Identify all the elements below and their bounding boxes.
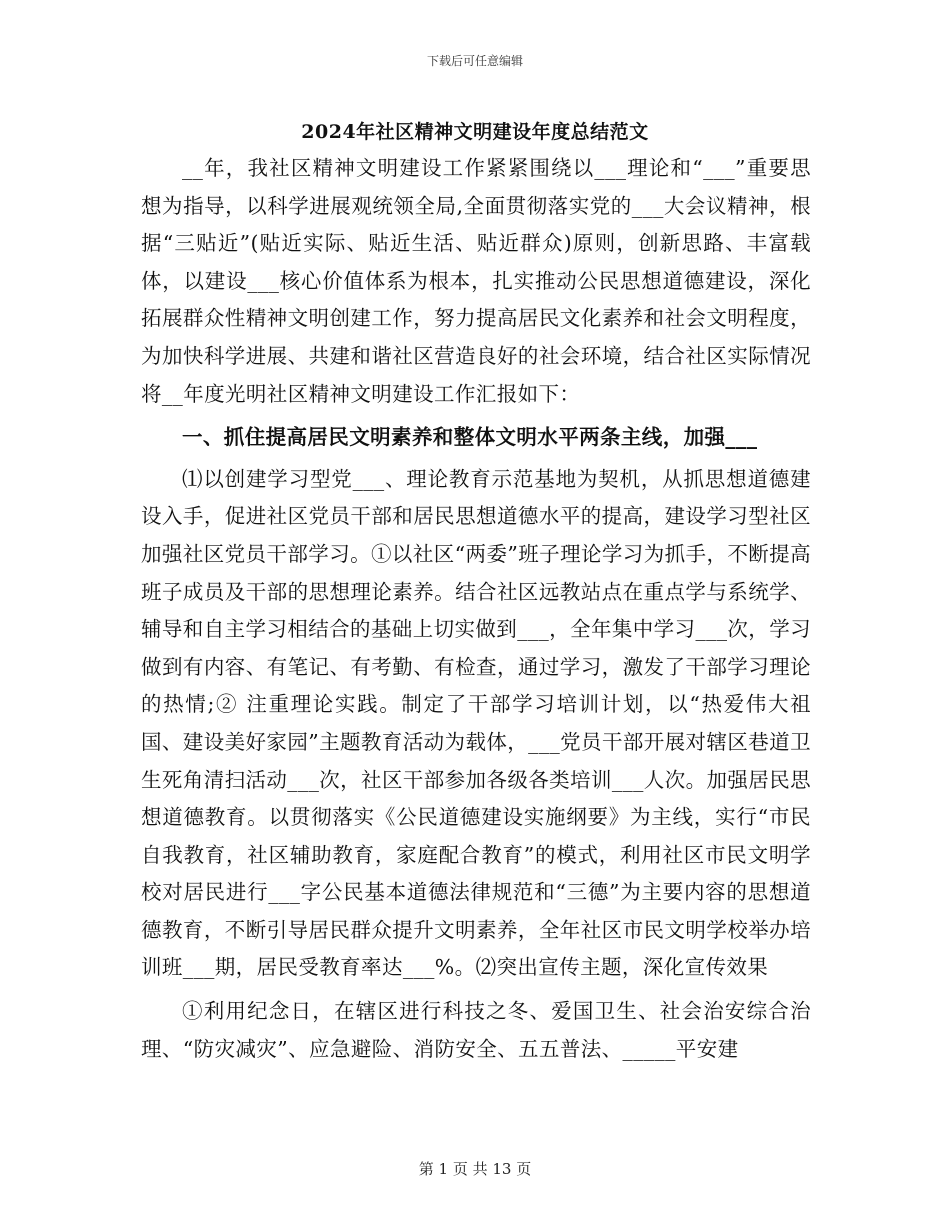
body-paragraph: ①利用纪念日，在辖区进行科技之冬、爱国卫生、社会治安综合治理、“防灾减灾”、应急避险、消防安全、五五普法、_____平安建: [141, 999, 811, 1061]
page-header-note: 下载后可任意编辑: [426, 54, 523, 68]
document-body: [141, 150, 811, 1068]
intro-paragraph: __年，我社区精神文明建设工作紧紧围绕以___理论和“___”重要思想为指导，以科学进展观统领全局,全面贯彻落实党的___大会议精神，根据“三贴近”(贴近实际、贴近生活、贴近群众)原则，创新思路、丰富载体，以建设___核心价值体系为根本，扎实推动公民思想道德建设，深化拓展群众性精神文明创建工作，努力提高居民文化素养和社会文明程度，为加快科学进展、共建和谐社区营造良好的社会环境，结合社区实际情况将__年度光明社区精神文明建设工作汇报如下：: [141, 156, 811, 406]
document-title: 2024年社区精神文明建设年度总结范文: [301, 121, 649, 143]
page-footer-number: 第 1 页 共 13 页: [418, 1160, 532, 1178]
body-paragraph: ⑴以创建学习型党___、理论教育示范基地为契机，从抓思想道德建设入手，促进社区党员干部和居民思想道德水平的提高，建设学习型社区加强社区党员干部学习。①以社区“两委”班子理论学习为抓手，不断提高班子成员及干部的思想理论素养。结合社区远教站点在重点学与系统学、辅导和自主学习相结合的基础上切实做到___，全年集中学习___次，学习做到有内容、有笔记、有考勤、有检查，通过学习，激发了干部学习理论的热情;② 注重理论实践。制定了干部学习培训计划，以“热爱伟大祖国、建设美好家园”主题教育活动为载体，___党员干部开展对辖区巷道卫生死角清扫活动___次，社区干部参加各级各类培训___人次。加强居民思想道德教育。以贯彻落实《公民道德建设实施纲要》为主线，实行“市民自我教育，社区辅助教育，家庭配合教育”的模式，利用社区市民文明学校对居民进行___字公民基本道德法律规范和“三德”为主要内容的思想道德教育，不断引导居民群众提升文明素养，全年社区市民文明学校举办培训班___期，居民受教育率达___%。⑵突出宣传主题，深化宣传效果: [141, 466, 811, 980]
section-heading: 一、抓住提高居民文明素养和整体文明水平两条主线，加强___: [182, 425, 758, 450]
